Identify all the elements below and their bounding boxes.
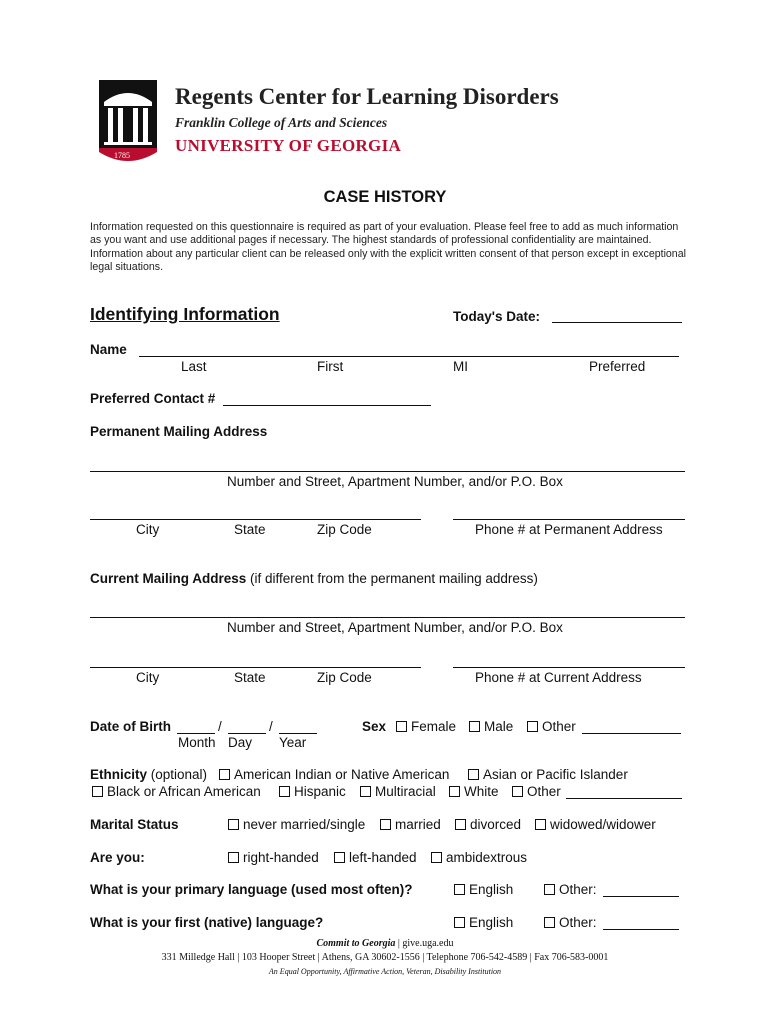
dob-slash-1: /: [218, 719, 222, 734]
permanent-city-caption: City: [136, 522, 160, 537]
checkbox-icon[interactable]: [219, 769, 230, 780]
checkbox-icon[interactable]: [535, 819, 546, 830]
checkbox-icon[interactable]: [455, 819, 466, 830]
ethnicity-label: [90, 767, 207, 782]
permanent-phone-field[interactable]: [453, 519, 685, 520]
marital-divorced-option[interactable]: [455, 817, 521, 832]
footer-commit: [0, 938, 770, 949]
name-last-caption: Last: [181, 359, 207, 374]
checkbox-icon[interactable]: [228, 852, 239, 863]
todays-date-label: Today's Date:: [453, 309, 540, 324]
marital-label: Marital Status: [90, 817, 179, 832]
name-mi-caption: MI: [453, 359, 468, 374]
sex-other-option[interactable]: [527, 719, 576, 734]
ethnicity-note: (optional): [147, 767, 208, 782]
current-street-field[interactable]: [90, 617, 685, 618]
marital-widowed-label: widowed/widower: [550, 817, 656, 832]
ethnicity-other-option[interactable]: [512, 784, 561, 799]
dob-day-field[interactable]: [228, 733, 266, 734]
checkbox-icon[interactable]: [454, 884, 465, 895]
checkbox-icon[interactable]: [360, 786, 371, 797]
current-address-label: [90, 571, 538, 586]
dob-slash-2: /: [269, 719, 273, 734]
checkbox-icon[interactable]: [380, 819, 391, 830]
marital-married-option[interactable]: [380, 817, 441, 832]
checkbox-icon[interactable]: [454, 917, 465, 928]
section-heading: Identifying Information: [90, 304, 280, 324]
ethnicity-black-option[interactable]: [92, 784, 261, 799]
dob-month-caption: Month: [178, 735, 216, 750]
handed-ambi-label: ambidextrous: [446, 850, 528, 865]
ethnicity-other-label: Other: [527, 784, 561, 799]
sex-other-field[interactable]: [582, 733, 681, 734]
sex-male-option[interactable]: [469, 719, 513, 734]
first-other-option[interactable]: [544, 915, 597, 930]
primary-english-label: English: [469, 882, 514, 897]
current-state-caption: State: [234, 670, 266, 685]
logo-year: 1785: [114, 151, 130, 160]
current-phone-caption: Phone # at Current Address: [475, 670, 642, 685]
handedness-label: Are you:: [90, 850, 145, 865]
dob-year-caption: Year: [279, 735, 307, 750]
current-address-label-text: Current Mailing Address: [90, 571, 247, 586]
footer-address: 331 Milledge Hall | 103 Hooper Street | Athens, GA 30602-1556 | Telephone 706-542-4589 | Fax 706-583-0001: [161, 952, 609, 963]
first-other-label: Other:: [559, 915, 597, 930]
ethnicity-asian-option[interactable]: [468, 767, 628, 782]
page-title: CASE HISTORY: [323, 188, 447, 206]
ethnicity-hispanic-label: Hispanic: [294, 784, 346, 799]
intro-paragraph: Information requested on this questionnaire is required as part of your evaluation. Please feel free to add as much information as you want and use additional pages if necessary. The highest standards of professional confidentiality are maintained. Information about any particular client can be released only with the explicit written consent of that person except in exceptional legal situations.: [90, 221, 686, 274]
ethnicity-multiracial-label: Multiracial: [375, 784, 436, 799]
marital-never-label: never married/single: [243, 817, 366, 832]
ethnicity-american-indian-label: American Indian or Native American: [234, 767, 450, 782]
checkbox-icon[interactable]: [228, 819, 239, 830]
ethnicity-black-label: Black or African American: [107, 784, 261, 799]
footer-give-link[interactable]: | give.uga.edu: [395, 938, 454, 949]
ethnicity-multiracial-option[interactable]: [360, 784, 436, 799]
sex-female-option[interactable]: [396, 719, 456, 734]
checkbox-icon[interactable]: [544, 917, 555, 928]
current-phone-field[interactable]: [453, 667, 685, 668]
current-street-caption: Number and Street, Apartment Number, and/or P.O. Box: [227, 620, 563, 635]
checkbox-icon[interactable]: [468, 769, 479, 780]
ethnicity-hispanic-option[interactable]: [279, 784, 346, 799]
preferred-contact-label: Preferred Contact #: [90, 391, 216, 406]
sex-label: Sex: [362, 719, 387, 734]
first-language-label: What is your first (native) language?: [90, 915, 324, 930]
ethnicity-label-text: Ethnicity: [90, 767, 148, 782]
sex-other-label: Other: [542, 719, 576, 734]
handed-left-option[interactable]: [334, 850, 417, 865]
handed-left-label: left-handed: [349, 850, 417, 865]
primary-english-option[interactable]: [454, 882, 513, 897]
footer-eeo: An Equal Opportunity, Affirmative Action, Veteran, Disability Institution: [268, 967, 502, 976]
checkbox-icon[interactable]: [527, 721, 538, 732]
checkbox-icon[interactable]: [469, 721, 480, 732]
handed-right-option[interactable]: [228, 850, 319, 865]
name-label: Name: [90, 342, 127, 357]
ethnicity-white-label: White: [464, 784, 499, 799]
current-city-caption: City: [136, 670, 160, 685]
permanent-state-caption: State: [234, 522, 266, 537]
checkbox-icon[interactable]: [512, 786, 523, 797]
permanent-city-state-zip-field[interactable]: [90, 519, 421, 520]
ethnicity-american-indian-option[interactable]: [219, 767, 449, 782]
college-name: Franklin College of Arts and Sciences: [175, 115, 388, 130]
dob-year-field[interactable]: [279, 733, 317, 734]
dob-day-caption: Day: [228, 735, 253, 750]
checkbox-icon[interactable]: [396, 721, 407, 732]
center-title: Regents Center for Learning Disorders: [175, 84, 559, 109]
checkbox-icon[interactable]: [431, 852, 442, 863]
permanent-street-field[interactable]: [90, 471, 685, 472]
handed-ambi-option[interactable]: [431, 850, 527, 865]
sex-male-label: Male: [484, 719, 514, 734]
permanent-address-label: Permanent Mailing Address: [90, 424, 268, 439]
name-first-caption: First: [317, 359, 344, 374]
permanent-zip-caption: Zip Code: [317, 522, 372, 537]
ethnicity-white-option[interactable]: [449, 784, 499, 799]
first-english-option[interactable]: [454, 915, 513, 930]
name-preferred-caption: Preferred: [589, 359, 646, 374]
primary-language-label: What is your primary language (used most often)?: [90, 882, 413, 897]
checkbox-icon[interactable]: [449, 786, 460, 797]
dob-label: Date of Birth: [90, 719, 171, 734]
dob-month-field[interactable]: [177, 733, 215, 734]
permanent-street-caption: Number and Street, Apartment Number, and/or P.O. Box: [227, 474, 563, 489]
ethnicity-asian-label: Asian or Pacific Islander: [483, 767, 628, 782]
checkbox-icon[interactable]: [279, 786, 290, 797]
name-field[interactable]: [139, 356, 679, 357]
marital-divorced-label: divorced: [470, 817, 522, 832]
ethnicity-other-field[interactable]: [566, 798, 682, 799]
todays-date-field[interactable]: [552, 322, 682, 323]
first-english-label: English: [469, 915, 514, 930]
current-address-note: (if different from the permanent mailing address): [246, 571, 538, 586]
checkbox-icon[interactable]: [334, 852, 345, 863]
permanent-phone-caption: Phone # at Permanent Address: [475, 522, 663, 537]
preferred-contact-field[interactable]: [223, 405, 431, 406]
footer-commit-text: Commit to Georgia: [316, 938, 396, 949]
checkbox-icon[interactable]: [544, 884, 555, 895]
checkbox-icon[interactable]: [92, 786, 103, 797]
first-other-field[interactable]: [603, 929, 679, 930]
current-city-state-zip-field[interactable]: [90, 667, 421, 668]
primary-other-label: Other:: [559, 882, 597, 897]
primary-other-option[interactable]: [544, 882, 597, 897]
primary-other-field[interactable]: [603, 896, 679, 897]
marital-widowed-option[interactable]: [535, 817, 656, 832]
marital-never-option[interactable]: [228, 817, 365, 832]
current-zip-caption: Zip Code: [317, 670, 372, 685]
marital-married-label: married: [395, 817, 441, 832]
university-name: UNIVERSITY OF GEORGIA: [175, 136, 402, 155]
sex-female-label: Female: [411, 719, 457, 734]
handed-right-label: right-handed: [243, 850, 319, 865]
